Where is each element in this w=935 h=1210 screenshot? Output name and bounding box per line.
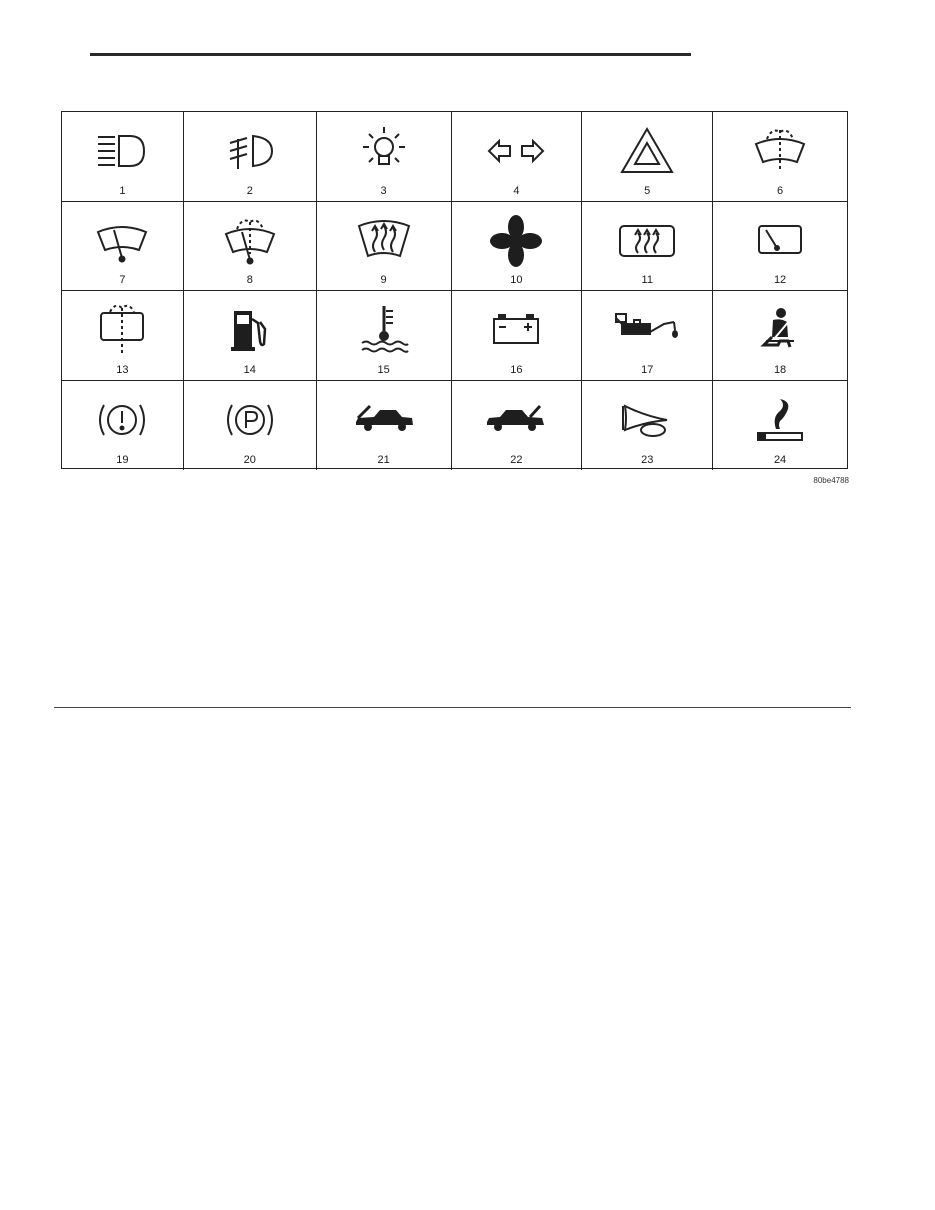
- symbol-number: 7: [119, 274, 126, 286]
- symbol-number: 16: [510, 363, 523, 376]
- symbol-number: 13: [116, 363, 129, 376]
- symbol-grid: [61, 111, 848, 469]
- symbol-number: 10: [510, 274, 523, 286]
- top-rule: [90, 53, 691, 56]
- horn-icon: [582, 393, 712, 447]
- symbol-cell: [317, 112, 452, 201]
- symbol-cell: [62, 381, 184, 471]
- wiper-washer-icon: [184, 214, 316, 268]
- symbol-number: 3: [380, 184, 387, 197]
- parking-brake-icon: [184, 393, 316, 447]
- symbol-number: 9: [380, 274, 387, 286]
- engine-coolant-temperature-icon: [317, 303, 451, 357]
- symbol-cell: [582, 202, 713, 291]
- symbol-number: 24: [773, 454, 787, 466]
- symbol-number: 20: [243, 454, 256, 466]
- fog-lamp-icon: [184, 124, 316, 178]
- symbol-number: 11: [641, 274, 653, 286]
- turn-signal-icon: [452, 124, 582, 178]
- symbol-number: 15: [377, 363, 390, 376]
- symbol-row: [62, 112, 847, 202]
- windshield-wiper-icon: [62, 214, 183, 268]
- symbol-number: 1: [119, 184, 126, 197]
- symbol-cell: [582, 112, 713, 201]
- symbol-number: 12: [773, 274, 787, 286]
- symbol-cell: [452, 381, 583, 471]
- symbol-cell: [582, 291, 713, 380]
- headlamp-high-beam-icon: [62, 124, 183, 178]
- symbol-number: 5: [644, 184, 651, 197]
- symbol-number: 17: [641, 363, 654, 376]
- windshield-defrost-icon: [317, 214, 451, 268]
- symbol-number: 4: [513, 184, 520, 197]
- symbol-number: 6: [777, 184, 784, 197]
- hood-open-icon: [317, 393, 451, 447]
- symbol-row: [62, 202, 847, 292]
- symbol-cell: [62, 202, 184, 291]
- windshield-washer-icon: [713, 124, 847, 178]
- hazard-warning-icon: [582, 124, 712, 178]
- symbol-row: [62, 381, 847, 471]
- symbol-cell: [317, 202, 452, 291]
- rear-window-wiper-icon: [713, 214, 847, 268]
- symbol-number: 14: [243, 363, 256, 376]
- symbol-number: 18: [773, 363, 787, 376]
- symbol-cell: [184, 291, 317, 380]
- rear-window-washer-icon: [62, 303, 183, 357]
- symbol-cell: [62, 291, 184, 380]
- interior-lamp-icon: [317, 124, 451, 178]
- symbol-cell: [713, 202, 847, 291]
- figure-id: 80be4788: [813, 476, 849, 485]
- cigarette-lighter-icon: [713, 393, 847, 447]
- brake-warning-icon: [62, 393, 183, 447]
- symbol-cell: [62, 112, 184, 201]
- symbol-cell: [452, 112, 583, 201]
- symbol-cell: [317, 291, 452, 380]
- engine-oil-icon: [582, 303, 712, 357]
- trunk-open-icon: [452, 393, 582, 447]
- symbol-cell: [452, 291, 583, 380]
- symbol-cell: [184, 381, 317, 471]
- battery-charging-icon: [452, 303, 582, 357]
- symbol-cell: [713, 291, 847, 380]
- symbol-number: 23: [641, 454, 654, 466]
- symbol-cell: [713, 112, 847, 201]
- symbol-cell: [452, 202, 583, 291]
- symbol-cell: [184, 202, 317, 291]
- symbol-number: 19: [116, 454, 129, 466]
- symbol-cell: [317, 381, 452, 471]
- symbol-cell: [184, 112, 317, 201]
- rear-window-defrost-icon: [582, 214, 712, 268]
- symbol-number: 8: [246, 274, 253, 286]
- symbol-row: [62, 291, 847, 381]
- symbol-cell: [713, 381, 847, 471]
- symbol-cell: [582, 381, 713, 471]
- symbol-number: 2: [246, 184, 253, 197]
- symbol-number: 22: [510, 454, 523, 466]
- symbol-number: 21: [377, 454, 390, 466]
- section-rule: [54, 707, 851, 708]
- blower-fan-icon: [452, 214, 582, 268]
- fuel-icon: [184, 303, 316, 357]
- seat-belt-icon: [713, 303, 847, 357]
